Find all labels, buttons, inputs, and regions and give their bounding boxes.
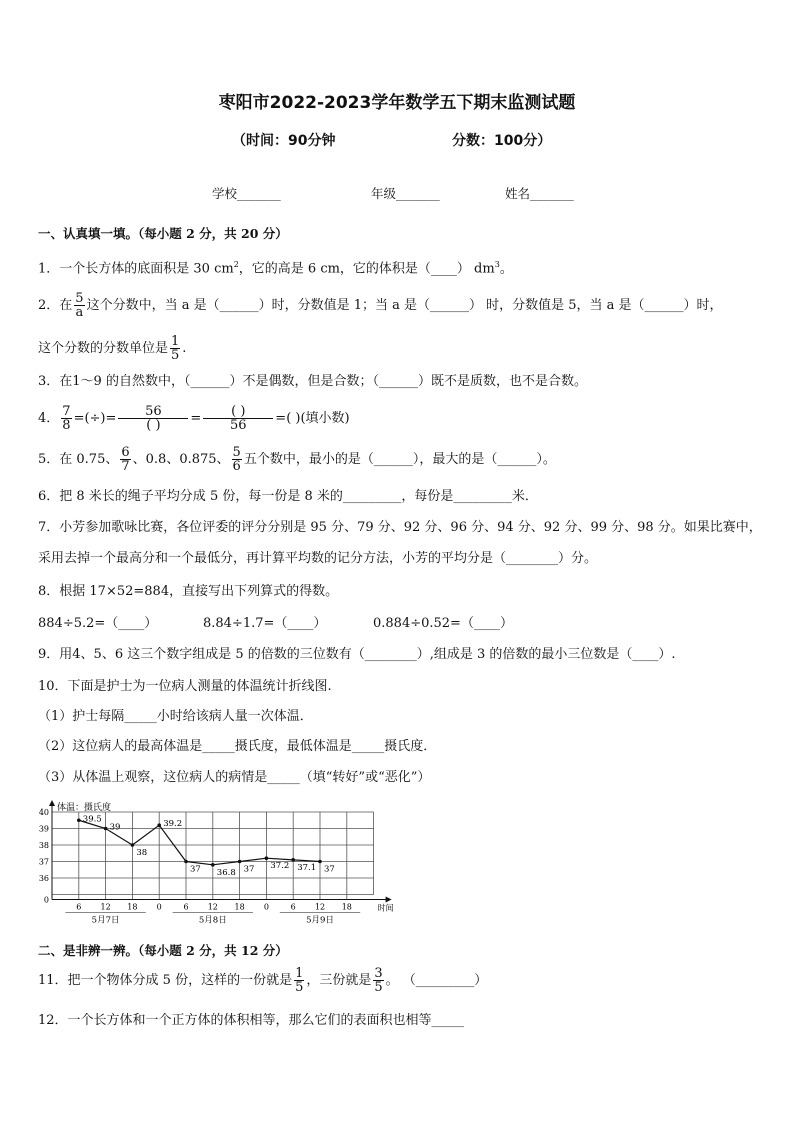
x-tick-label: 18	[127, 902, 138, 912]
x-tick-label: 6	[290, 902, 296, 912]
x-tick-label: 12	[314, 902, 326, 912]
data-label: 39.2	[163, 819, 183, 830]
question-4: 4． $\frac{7}{8}$ =(÷)= $\frac{56}{( )}$ = $\frac{( )}{56}$ =( )(填小数)	[38, 404, 350, 433]
data-label: 37	[324, 864, 335, 875]
y-tick-label: 39	[38, 824, 49, 834]
q2-b: 这个分数中，当 a 是（______）时，分数值是 1；当 a 是（______） 时，分数值是 5，当 a 是（______）时，	[86, 298, 723, 313]
data-label: 37	[190, 864, 201, 875]
temperature-point	[211, 863, 215, 867]
x-tick-label: 18	[341, 902, 352, 912]
q1-text: 1．一个长方体的底面积是 30 cm	[38, 261, 234, 277]
q5-c: 五个数中，最小的是（______），最大的是（______）。	[243, 452, 556, 467]
chart-labels	[39, 801, 394, 926]
fraction-5-over-6	[232, 446, 242, 473]
fraction-num: 1	[295, 966, 304, 981]
fraction-num: 7	[62, 404, 71, 419]
data-label: 37	[243, 864, 255, 875]
question-3: 3．在1～9 的自然数中，（______）不是偶数，但是合数；（______）既不是质数，也不是合数。	[38, 374, 587, 389]
temperature-point	[265, 856, 269, 860]
q2-d: .	[182, 341, 187, 356]
fraction-den: 8	[62, 418, 71, 433]
exam-score: 分数：100分）	[452, 133, 552, 149]
question-7-line-2: 采用去掉一个最高分和一个最低分，再计算平均数的记分方法，小芳的平均分是（________）分。	[38, 551, 598, 566]
fraction-num: ( )	[203, 405, 273, 419]
q1-end: 。	[499, 261, 513, 277]
data-label: 39	[109, 822, 121, 833]
question-8-a: 884÷5.2=（____）	[38, 616, 158, 631]
fraction-num: 5	[75, 291, 84, 306]
x-tick-label: 6	[183, 902, 189, 912]
fraction-blank-over-56	[203, 405, 273, 432]
q2-a: 2．在	[38, 298, 73, 313]
fraction-num: 6	[121, 445, 130, 460]
temperature-point	[131, 843, 135, 847]
y-tick-label: 36	[38, 874, 49, 883]
fraction-num: 3	[374, 966, 383, 981]
section-two-heading: 二、是非辨一辨。（每小题 2 分，共 12 分）	[38, 943, 288, 958]
question-2-cont	[38, 335, 186, 362]
question-8-c: 0.884÷0.52=（____）	[373, 616, 513, 631]
fraction-3-over-5	[373, 967, 383, 994]
question-10: 10．下面是护士为一位病人测量的体温统计折线图.	[38, 679, 332, 694]
question-1	[38, 255, 513, 279]
data-label: 37.2	[270, 861, 290, 872]
q2-c: 这个分数的分数单位是	[38, 341, 169, 356]
day-label: 5月7日	[91, 915, 120, 926]
fraction-56-over-blank	[118, 405, 188, 432]
fraction-num: 1	[171, 334, 180, 349]
y-tick-label: 37	[38, 857, 49, 867]
fraction-den: 5	[171, 348, 180, 363]
fraction-1-over-5	[294, 967, 304, 994]
fraction-den: ( )	[146, 418, 161, 433]
question-2	[38, 292, 723, 319]
x-tick-label: 18	[234, 902, 245, 912]
question-9: 9．用4、5、6 这三个数字组成是 5 的倍数的三位数有（________）,组成是 3 的倍数的最小三位数是（____）.	[38, 647, 676, 662]
day-label: 5月8日	[198, 915, 227, 926]
question-12: 12．一个长方体和一个正方体的体积相等，那么它们的表面积也相等_____	[38, 1013, 465, 1028]
y-tick-label: 40	[38, 808, 49, 817]
x-tick-label: 12	[100, 902, 111, 912]
temperature-point	[157, 823, 161, 827]
grade-field[interactable]: 年级_______	[371, 186, 440, 201]
x-axis-arrow	[386, 897, 392, 903]
temperature-point	[77, 818, 81, 822]
fraction-den: a	[75, 305, 84, 320]
q4-c: =( )(填小数)	[275, 411, 350, 426]
q5-b: 、0.8、0.875、	[132, 452, 230, 467]
question-6: 6．把 8 米长的绳子平均分成 5 份，每一份是 8 米的_________，每份是_________米．	[38, 489, 538, 504]
y-tick-label: 0	[43, 895, 49, 905]
page-title: 枣阳市2022-2023学年数学五下期末监测试题	[218, 93, 576, 113]
question-7-line-1: 7．小芳参加歌咏比赛，各位评委的评分分别是 95 分、79 分、92 分、96 分、94 分、92 分、99 分、98 分。如果比赛中，	[38, 520, 762, 535]
fraction-den: 6	[232, 459, 241, 474]
fraction-den: 5	[295, 980, 304, 995]
q4-a: 4．	[38, 411, 60, 426]
x-tick-label: 12	[207, 902, 218, 912]
q4-b: =(÷)=	[73, 411, 117, 426]
temperature-point	[291, 858, 295, 862]
x-axis-title: 时间	[377, 903, 394, 913]
y-axis-arrow	[49, 800, 55, 806]
q11-c: 。 （_________）	[385, 973, 488, 988]
chart-grid	[52, 812, 374, 900]
exam-time: （时间：90分钟	[232, 133, 336, 149]
temperature-point	[104, 827, 108, 831]
day-label: 5月9日	[306, 915, 334, 926]
fraction-den: 7	[121, 459, 130, 474]
y-tick-label: 38	[38, 841, 49, 850]
q5-a: 5．在 0.75、	[38, 452, 119, 467]
temperature-point	[238, 860, 242, 864]
q11-a: 11．把一个物体分成 5 份，这样的一份就是	[38, 973, 293, 988]
temperature-line-chart	[34, 800, 394, 932]
question-5	[38, 446, 556, 473]
q11-b: ，三份就是	[306, 973, 372, 988]
data-label: 38	[136, 848, 148, 858]
section-one-heading: 一、认真填一填。（每小题 2 分，共 20 分）	[38, 226, 288, 241]
x-tick-label: 6	[76, 902, 82, 912]
question-11	[38, 967, 487, 994]
fraction-den: 5	[374, 980, 383, 995]
y-axis-title: 体温：摄氏度	[57, 803, 112, 813]
data-label: 36.8	[216, 867, 236, 878]
question-8-b: 8.84÷1.7=（____）	[203, 616, 327, 631]
x-tick-label: 0	[156, 902, 162, 912]
question-10-part-1: （1）护士每隔_____小时给该病人量一次体温．	[38, 709, 313, 724]
name-field[interactable]: 姓名_______	[505, 186, 574, 201]
fraction-6-over-7	[120, 446, 130, 473]
fraction-7-over-8	[61, 405, 71, 432]
temperature-point	[318, 860, 322, 864]
x-tick-label: 0	[263, 902, 269, 912]
q1-mid: ，它的高是 6 cm，它的体积是（____） dm	[238, 261, 495, 277]
question-10-part-3: （3）从体温上观察，这位病人的病情是_____（填“转好”或“恶化”）	[38, 770, 431, 785]
temperature-point	[184, 860, 188, 864]
q1-sup2: 3	[494, 260, 500, 269]
data-label: 39.5	[82, 814, 102, 825]
question-8: 8．根据 17×52=884，直接写出下列算式的得数。	[38, 584, 339, 599]
fraction-den: 56	[230, 418, 247, 433]
fraction-1-over-5	[170, 335, 180, 362]
data-label: 37.1	[297, 862, 317, 873]
fraction-num: 5	[232, 445, 241, 460]
question-10-part-2: （2）这位病人的最高体温是_____摄氏度，最低体温是_____摄氏度．	[38, 739, 437, 754]
school-field[interactable]: 学校_______	[212, 186, 281, 201]
fraction-num: 56	[118, 405, 188, 419]
q1-sup: 2	[233, 260, 239, 269]
fraction-5-over-a	[74, 292, 84, 319]
